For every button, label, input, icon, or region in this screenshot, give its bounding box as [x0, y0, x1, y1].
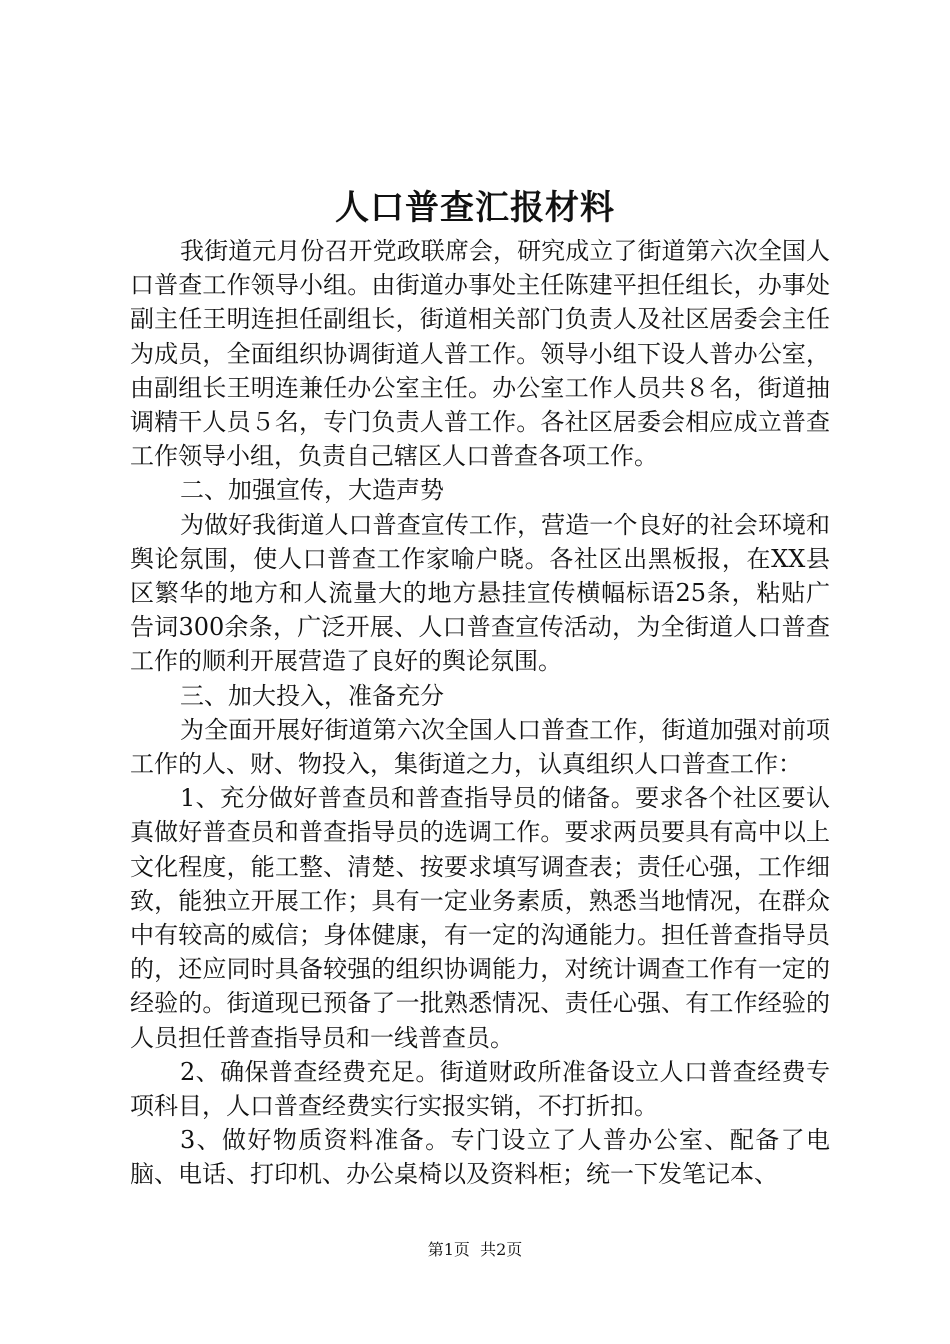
section-heading-investment: 三、加大投入，准备充分 — [180, 681, 444, 710]
paragraph-item-2-funds: 2、确保普查经费充足。街道财政所准备设立人口普查经费专项科目，人口普查经费实行实报实销，不打折扣。 — [130, 1057, 830, 1121]
paragraph-item-1-staff: 1、充分做好普查员和普查指导员的储备。要求各个社区要认真做好普查员和普查指导员的选调工作。要求两员要具有高中以上文化程度，能工整、清楚、按要求填写调查表；责任心强，工作细致，能独立开展工作；具有一定业务素质，熟悉当地情况，在群众中有较高的威信；身体健康，有一定的沟通能力。担任普查指导员的，还应同时具备较强的组织协调能力，对统计调查工作有一定的经验的。街道现已预备了一批熟悉情况、责任心强、有工作经验的人员担任普查指导员和一线普查员。 — [130, 784, 830, 1052]
paragraph-investment: 为全面开展好街道第六次全国人口普查工作，街道加强对前项工作的人、财、物投入，集街道之力，认真组织人口普查工作： — [130, 715, 830, 779]
section-heading-publicity: 二、加强宣传，大造声势 — [180, 476, 444, 505]
paragraph-item-3-materials: 3、做好物质资料准备。专门设立了人普办公室、配备了电脑、电话、打印机、办公桌椅以及资料柜；统一下发笔记本、 — [130, 1126, 830, 1189]
paragraph-publicity: 为做好我街道人口普查宣传工作，营造一个良好的社会环境和舆论氛围，使人口普查工作家喻户晓。各社区出黑板报，在XX县区繁华的地方和人流量大的地方悬挂宣传横幅标语25条，粘贴广告词300余条，广泛开展、人口普查宣传活动，为全街道人口普查工作的顺利开展营造了良好的舆论氛围。 — [130, 510, 830, 676]
page-number: 第1页 — [427, 1240, 470, 1259]
document-title: 人口普查汇报材料 — [335, 188, 615, 228]
paragraph-leadership-group: 我街道元月份召开党政联席会，研究成立了街道第六次全国人口普查工作领导小组。由街道办事处主任陈建平担任组长，办事处副主任王明连担任副组长，街道相关部门负责人及社区居委会主任为成员，全面组织协调街道人普工作。领导小组下设人普办公室，由副组长王明连兼任办公室主任。办公室工作人员共８名，街道抽调精干人员５名，专门负责人普工作。各社区居委会相应成立普查工作领导小组，负责自己辖区人口普查各项工作。 — [130, 237, 830, 471]
page-footer — [0, 1240, 950, 1260]
page-total: 共2页 — [480, 1240, 523, 1259]
document-body — [130, 234, 830, 1192]
